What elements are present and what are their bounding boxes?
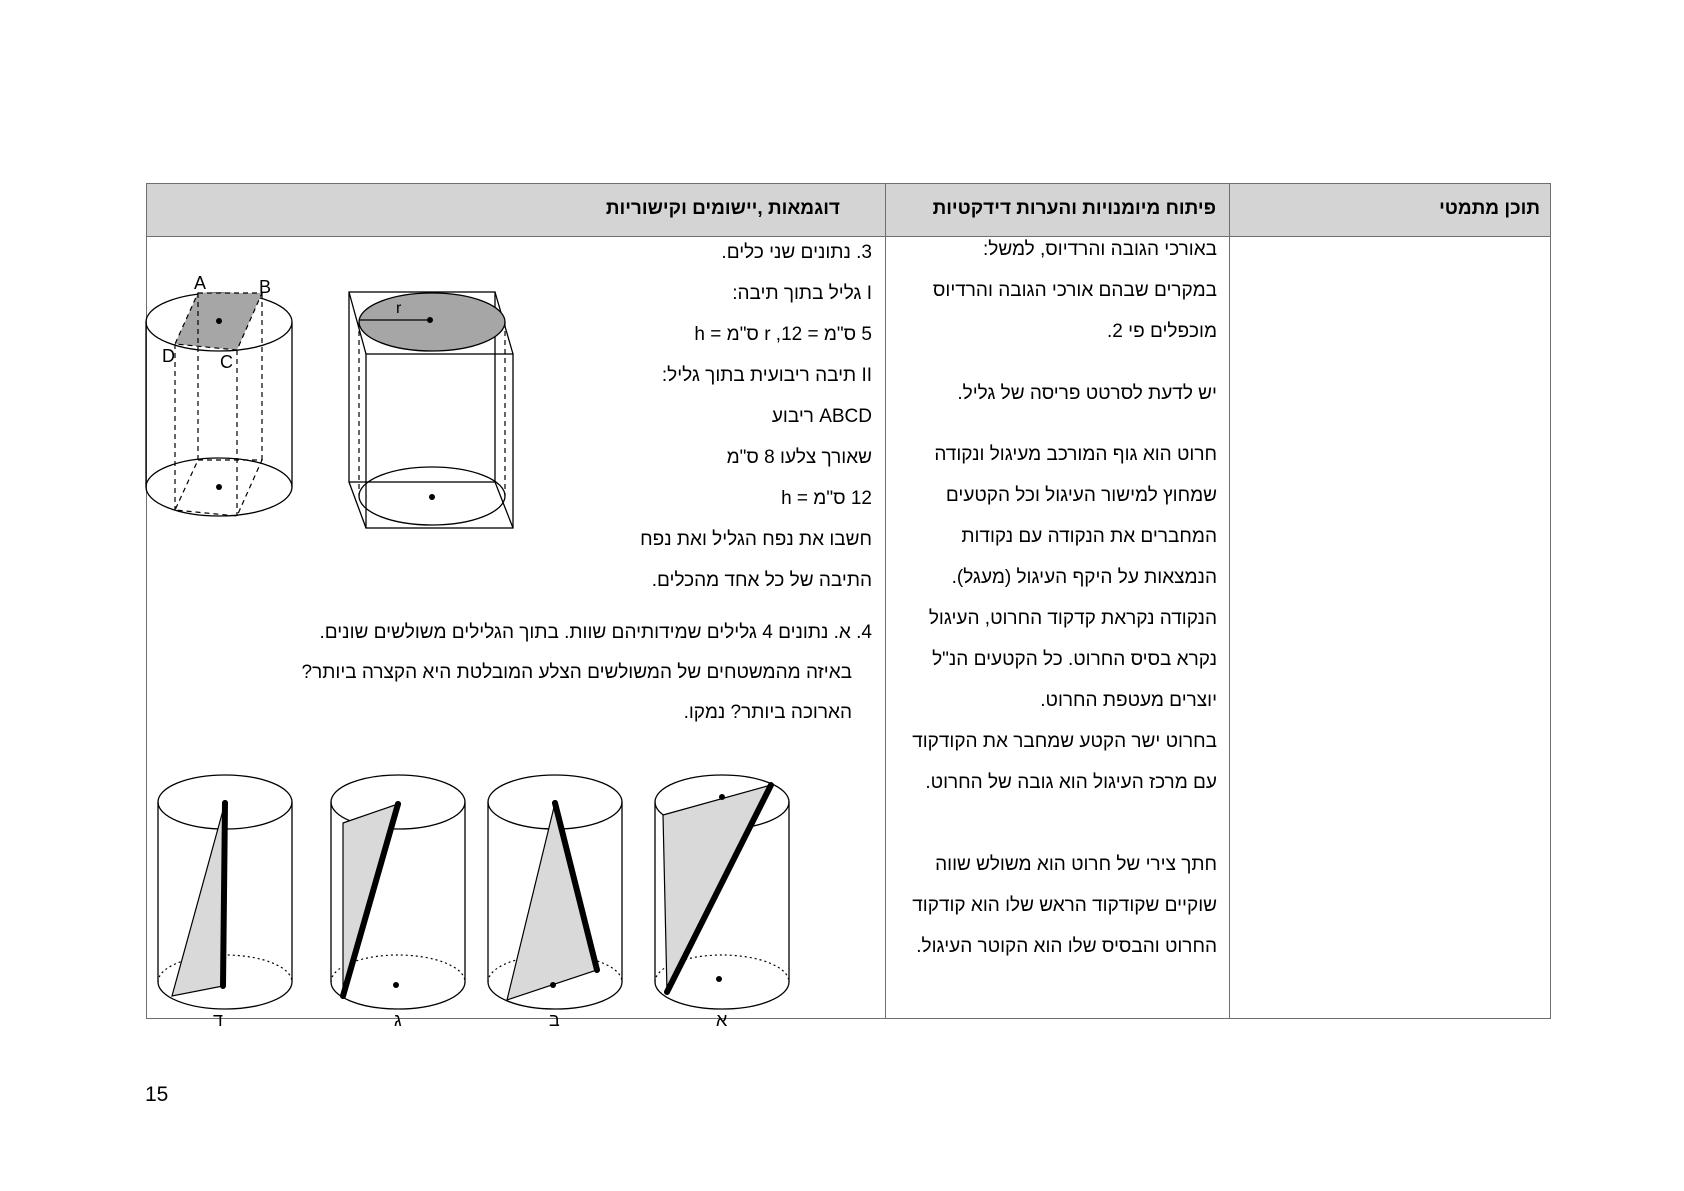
example3-line: ABCD ריבוע [771,406,872,427]
didactic-line: הנקודה נקראת קדקוד החרוט, העיגול [928,608,1217,629]
didactic-line: חתך צירי של חרוט הוא משולש שווה [935,854,1217,875]
example4-line: 4. א. נתונים 4 גלילים שמידותיהם שוות. בתוך הגלילים משולשים שונים. [319,622,872,643]
example3-line: שאורך צלעו 8 ס"מ [726,447,872,468]
example3-line: חשבו את נפח הגליל ואת נפח [640,529,872,550]
didactic-line: חרוט הוא גוף המורכב מעיגול ונקודה [934,444,1217,465]
didactic-line: הנמצאות על היקף העיגול (מעגל). [951,567,1217,588]
vertex-label-d: D [162,346,175,366]
box-with-cylinder-figure [349,292,513,528]
didactic-line: שמחוץ למישור העיגול וכל הקטעים [945,485,1217,506]
cylinder-gimel-figure [331,775,465,1009]
vertex-label-b: B [259,277,272,297]
didactic-line: יוצרים מעטפת החרוט. [1040,690,1217,711]
didactic-line: בחרוט ישר הקטע שמחבר את הקודקוד [912,731,1217,752]
cylinder-label-gimel: ג [394,1010,402,1030]
didactic-line: החרוט והבסיס שלו הוא הקוטר העיגול. [916,936,1217,957]
didactic-line: מוכפלים פי 2. [1107,321,1217,342]
header-math-content: תוכן מתמטי [1439,198,1540,219]
didactic-line: המחברים את הנקודה עם נקודות [961,526,1217,547]
cylinder-with-square-prism-figure [146,293,292,516]
header-didactic-notes: פיתוח מיומנויות והערות דידקטיות [932,198,1216,219]
cylinder-label-dalet: ד [213,1010,223,1030]
header-examples: דוגמאות ,יישומים וקישוריות [605,198,840,219]
didactic-line: באורכי הגובה והרדיוס, למשל: [982,239,1217,260]
didactic-line: נקרא בסיס החרוט. כל הקטעים הנ"ל [932,649,1217,670]
example3-line: 5 ס"מ = r ,12 ס"מ = h [694,324,872,345]
example3-line: התיבה של כל אחד מהכלים. [651,570,872,591]
didactic-line: שוקיים שקודקוד הראש שלו הוא קודקוד [912,895,1217,916]
cylinder-dalet-figure [158,775,292,1009]
didactic-line: במקרים שבהם אורכי הגובה והרדיוס [932,280,1217,301]
didactic-line: יש לדעת לסרטט פריסה של גליל. [957,383,1217,404]
example4-line: הארוכה ביותר? נמקו. [683,702,852,723]
vertex-label-a: A [194,273,207,293]
example3-line: 3. נתונים שני כלים. [721,242,872,263]
radius-label: r [396,300,402,317]
example3-line: II תיבה ריבועית בתוך גליל: [661,365,872,386]
vertex-label-c: C [220,352,233,372]
cylinder-label-bet: ב [549,1010,560,1030]
example4-line: באיזה מהמשטחים של המשולשים הצלע המובלטת היא הקצרה ביותר? [301,662,852,683]
page-number: 15 [145,1083,169,1106]
didactic-line: עם מרכז העיגול הוא גובה של החרוט. [925,772,1217,793]
example3-line: 12 ס"מ = h [781,488,872,509]
cylinder-alef-figure [655,775,789,1009]
cylinder-bet-figure [488,775,622,1009]
cylinder-label-alef: א [716,1010,728,1030]
example3-line: I גליל בתוך תיבה: [732,283,872,304]
